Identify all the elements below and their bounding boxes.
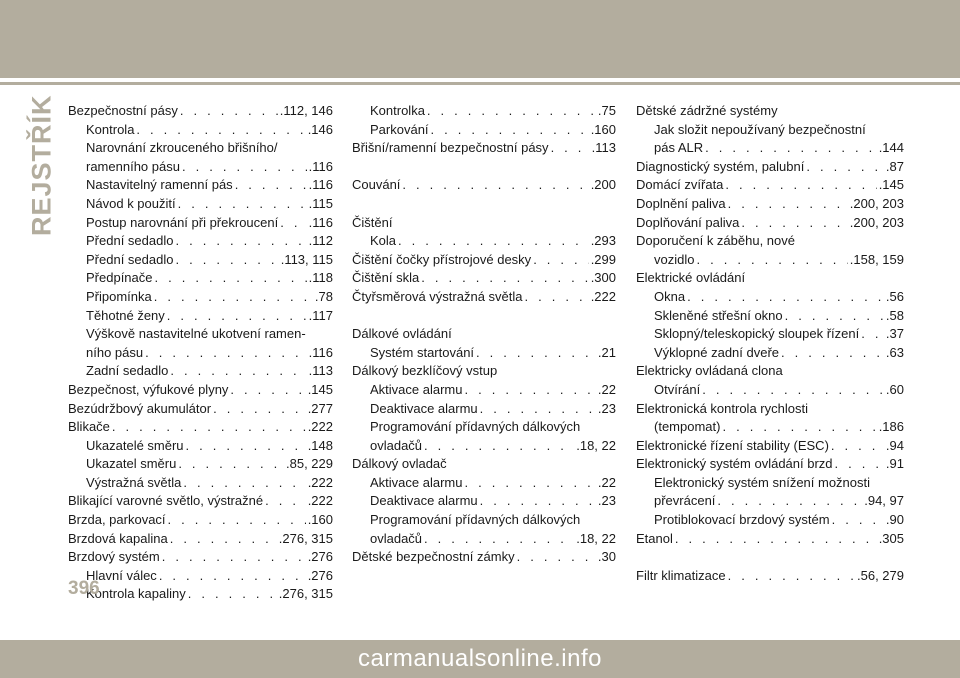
index-subentry bbox=[68, 307, 333, 326]
dot-leader bbox=[134, 121, 305, 140]
entry-label: Blikače bbox=[68, 419, 110, 435]
entry-pages: .186 bbox=[878, 419, 904, 435]
entry-pages: .160 bbox=[590, 121, 616, 137]
index-subentry bbox=[352, 400, 616, 419]
entry-label: Elektronický systém snížení možnosti bbox=[654, 474, 871, 490]
dot-leader bbox=[176, 455, 284, 474]
index-entry bbox=[352, 325, 616, 344]
index-subentry bbox=[68, 214, 333, 233]
index-entry bbox=[68, 492, 333, 511]
entry-label: Filtr klimatizace bbox=[636, 567, 726, 583]
entry-label: Brzda, parkovací bbox=[68, 512, 166, 528]
entry-label: Diagnostický systém, palubní bbox=[636, 158, 805, 174]
index-subentry bbox=[352, 530, 616, 549]
index-subentry bbox=[636, 381, 904, 400]
entry-pages: .75 bbox=[597, 103, 616, 118]
index-entry bbox=[68, 400, 333, 419]
index-subentry bbox=[68, 269, 333, 288]
dot-leader bbox=[726, 567, 855, 586]
entry-pages: .113 bbox=[591, 140, 616, 156]
entry-label: Výškově nastavitelné ukotvení ramen- bbox=[86, 326, 306, 342]
entry-pages: .200 bbox=[590, 177, 616, 193]
dot-leader bbox=[804, 158, 884, 177]
index-subentry bbox=[68, 474, 333, 493]
entry-label: Sklopný/teleskopický sloupek řízení bbox=[654, 326, 860, 342]
entry-pages: .87 bbox=[885, 158, 904, 174]
index-entry bbox=[68, 530, 333, 549]
index-entry bbox=[636, 214, 904, 233]
entry-pages: .115 bbox=[308, 195, 333, 211]
entry-label: Výstražná světla bbox=[86, 474, 182, 490]
index-entry bbox=[636, 102, 904, 121]
index-subentry bbox=[636, 474, 904, 493]
entry-label: Kontrola kapaliny bbox=[86, 586, 186, 602]
dot-leader bbox=[396, 232, 589, 251]
dot-leader bbox=[152, 288, 313, 307]
index-entry bbox=[68, 511, 333, 530]
entry-label: Elektronické řízení stability (ESC) bbox=[636, 437, 829, 453]
index-subentry bbox=[68, 176, 333, 195]
entry-label: Kontrolka bbox=[370, 103, 425, 118]
entry-pages: .118 bbox=[308, 270, 333, 286]
dot-leader bbox=[478, 492, 596, 511]
index-entry bbox=[636, 567, 904, 586]
dot-leader bbox=[859, 325, 884, 344]
entry-label: Couvání bbox=[352, 177, 401, 193]
index-entry bbox=[636, 400, 904, 419]
entry-label: Dálkový ovladač bbox=[352, 456, 447, 472]
dot-leader bbox=[263, 492, 306, 511]
entry-label: Připomínka bbox=[86, 288, 152, 304]
entry-pages: .222 bbox=[307, 493, 333, 509]
entry-spacer bbox=[636, 548, 904, 567]
dot-leader bbox=[157, 567, 306, 586]
dot-leader bbox=[186, 585, 277, 604]
entry-pages: .58 bbox=[885, 307, 904, 323]
entry-pages: .21 bbox=[597, 344, 616, 360]
entry-pages: .116 bbox=[308, 344, 333, 360]
entry-label: ramenního pásu bbox=[86, 158, 180, 174]
index-subentry bbox=[68, 288, 333, 307]
index-entry bbox=[636, 437, 904, 456]
entry-pages: .299 bbox=[590, 251, 616, 267]
entry-pages: .30 bbox=[597, 549, 616, 565]
index-subentry bbox=[636, 139, 904, 158]
index-entry bbox=[352, 176, 616, 195]
dot-leader bbox=[685, 288, 884, 307]
index-entry bbox=[352, 362, 616, 381]
entry-pages: .117 bbox=[308, 307, 333, 323]
dot-leader bbox=[673, 530, 877, 549]
index-subentry bbox=[636, 307, 904, 326]
entry-label: Přední sedadlo bbox=[86, 251, 174, 267]
index-subentry bbox=[68, 585, 333, 604]
entry-label: převrácení bbox=[654, 493, 716, 509]
dot-leader bbox=[549, 139, 590, 158]
index-subentry bbox=[352, 344, 616, 363]
index-subentry bbox=[352, 121, 616, 140]
entry-label: Brzdový systém bbox=[68, 549, 160, 565]
entry-pages: .18, 22 bbox=[576, 437, 616, 453]
entry-label: Hlavní válec bbox=[86, 567, 157, 583]
index-subentry bbox=[636, 325, 904, 344]
entry-label: Dálkové ovládání bbox=[352, 326, 452, 342]
index-subentry bbox=[352, 474, 616, 493]
entry-pages: .112, 146 bbox=[279, 103, 333, 118]
entry-pages: .112 bbox=[308, 233, 333, 249]
entry-label: (tempomat) bbox=[654, 419, 721, 435]
index-entry bbox=[68, 418, 333, 437]
entry-pages: .276 bbox=[307, 549, 333, 565]
dot-leader bbox=[474, 344, 596, 363]
entry-label: Aktivace alarmu bbox=[370, 381, 463, 397]
entry-label: Doplňování paliva bbox=[636, 214, 740, 230]
entry-pages: .145 bbox=[878, 177, 904, 193]
entry-pages: .277 bbox=[307, 400, 333, 416]
dot-leader bbox=[720, 418, 876, 437]
dot-leader bbox=[278, 214, 306, 233]
entry-pages: .293 bbox=[590, 233, 616, 249]
entry-pages: .56, 279 bbox=[857, 567, 904, 583]
index-subentry bbox=[352, 102, 616, 121]
entry-label: Elektrické ovládání bbox=[636, 270, 746, 286]
entry-pages: .160 bbox=[307, 512, 333, 528]
index-entry bbox=[636, 158, 904, 177]
entry-label: Dětské bezpečnostní zámky bbox=[352, 549, 515, 565]
entry-label: pás ALR bbox=[654, 140, 704, 156]
index-entry bbox=[68, 102, 333, 121]
entry-label: Deaktivace alarmu bbox=[370, 493, 478, 509]
index-entry bbox=[636, 195, 904, 214]
dot-leader bbox=[422, 530, 574, 549]
index-subentry bbox=[352, 381, 616, 400]
entry-pages: .113, 115 bbox=[280, 251, 333, 267]
section-title: REJSTŘÍK bbox=[26, 94, 57, 236]
entry-pages: .276 bbox=[307, 567, 333, 583]
entry-label: ovladačů bbox=[370, 437, 423, 453]
header-rule bbox=[0, 82, 960, 85]
dot-leader bbox=[233, 176, 307, 195]
entry-pages: .18, 22 bbox=[576, 530, 616, 546]
dot-leader bbox=[515, 548, 596, 567]
entry-pages: .200, 203 bbox=[849, 214, 904, 230]
dot-leader bbox=[833, 455, 884, 474]
index-subentry bbox=[68, 437, 333, 456]
dot-leader bbox=[478, 400, 596, 419]
entry-pages: .300 bbox=[590, 270, 616, 286]
entry-label: Výklopné zadní dveře bbox=[654, 344, 780, 360]
entry-label: Ukazatel směru bbox=[86, 456, 177, 472]
entry-pages: .22 bbox=[597, 474, 616, 490]
dot-leader bbox=[523, 288, 589, 307]
entry-label: Parkování bbox=[370, 121, 429, 137]
dot-leader bbox=[143, 344, 307, 363]
entry-pages: .63 bbox=[885, 344, 904, 360]
index-subentry bbox=[68, 121, 333, 140]
index-subentry bbox=[352, 511, 616, 530]
watermark: carmanualsonline.info bbox=[0, 640, 960, 678]
entry-label: Systém startování bbox=[370, 344, 475, 360]
entry-label: Blikající varovné světlo, výstražné bbox=[68, 493, 264, 509]
entry-spacer bbox=[352, 195, 616, 214]
entry-label: Čištění bbox=[352, 214, 393, 230]
dot-leader bbox=[462, 381, 595, 400]
entry-pages: .222 bbox=[307, 419, 333, 435]
entry-label: Zadní sedadlo bbox=[86, 363, 169, 379]
entry-label: Etanol bbox=[636, 530, 673, 546]
dot-leader bbox=[703, 139, 877, 158]
entry-pages: .276, 315 bbox=[278, 586, 333, 602]
dot-leader bbox=[168, 362, 306, 381]
index-entry bbox=[68, 548, 333, 567]
index-subentry bbox=[68, 139, 333, 158]
index-column-3 bbox=[636, 102, 904, 585]
index-entry bbox=[636, 269, 904, 288]
index-entry bbox=[636, 455, 904, 474]
entry-label: Dálkový bezklíčový vstup bbox=[352, 363, 498, 379]
entry-pages: .85, 229 bbox=[286, 456, 333, 472]
index-subentry bbox=[68, 232, 333, 251]
entry-label: Přední sedadlo bbox=[86, 233, 174, 249]
entry-pages: .23 bbox=[597, 493, 616, 509]
entry-label: ovladačů bbox=[370, 530, 423, 546]
entry-pages: .158, 159 bbox=[849, 251, 904, 267]
entry-pages: .94 bbox=[885, 437, 904, 453]
index-column-2 bbox=[352, 102, 616, 567]
index-entry bbox=[352, 214, 616, 233]
entry-label: vozidlo bbox=[654, 251, 695, 267]
index-subentry bbox=[68, 251, 333, 270]
entry-pages: .94, 97 bbox=[864, 493, 904, 509]
entry-label: Kola bbox=[370, 233, 397, 249]
entry-label: Břišní/ramenní bezpečnostní pásy bbox=[352, 140, 549, 156]
entry-label: Kontrola bbox=[86, 121, 135, 137]
dot-leader bbox=[715, 492, 862, 511]
dot-leader bbox=[228, 381, 305, 400]
entry-label: Protiblokovací brzdový systém bbox=[654, 512, 830, 528]
entry-label: Čištění skla bbox=[352, 270, 420, 286]
dot-leader bbox=[422, 437, 574, 456]
dot-leader bbox=[184, 437, 306, 456]
entry-spacer bbox=[352, 158, 616, 177]
dot-leader bbox=[173, 251, 278, 270]
entry-pages: .116 bbox=[308, 177, 333, 193]
entry-pages: .305 bbox=[878, 530, 904, 546]
dot-leader bbox=[723, 176, 876, 195]
index-subentry bbox=[68, 344, 333, 363]
index-subentry bbox=[636, 288, 904, 307]
dot-leader bbox=[419, 269, 588, 288]
entry-pages: .200, 203 bbox=[849, 195, 904, 211]
index-subentry bbox=[352, 418, 616, 437]
entry-label: Brzdová kapalina bbox=[68, 530, 168, 546]
index-entry bbox=[352, 139, 616, 158]
entry-pages: .113 bbox=[308, 363, 333, 379]
dot-leader bbox=[531, 251, 589, 270]
index-entry bbox=[636, 176, 904, 195]
entry-label: Programování přídavných dálkových bbox=[370, 419, 581, 435]
dot-leader bbox=[168, 530, 277, 549]
entry-pages: .23 bbox=[597, 400, 616, 416]
header-band bbox=[0, 0, 960, 78]
entry-pages: .222 bbox=[590, 288, 616, 304]
index-subentry bbox=[636, 251, 904, 270]
dot-leader bbox=[400, 176, 588, 195]
index-entry bbox=[68, 381, 333, 400]
entry-label: ního pásu bbox=[86, 344, 144, 360]
entry-label: Deaktivace alarmu bbox=[370, 400, 478, 416]
entry-pages: .222 bbox=[307, 474, 333, 490]
dot-leader bbox=[110, 418, 306, 437]
entry-pages: .90 bbox=[885, 512, 904, 528]
dot-leader bbox=[173, 232, 306, 251]
dot-leader bbox=[700, 381, 884, 400]
index-subentry bbox=[68, 567, 333, 586]
entry-label: Narovnání zkrouceného břišního/ bbox=[86, 140, 278, 156]
entry-label: Ukazatelé směru bbox=[86, 437, 184, 453]
index-entry bbox=[352, 548, 616, 567]
entry-label: Čtyřsměrová výstražná světla bbox=[352, 288, 523, 304]
entry-pages: .78 bbox=[314, 288, 333, 304]
index-entry bbox=[352, 269, 616, 288]
entry-label: Nastavitelný ramenní pás bbox=[86, 177, 233, 193]
entry-label: Předpínače bbox=[86, 270, 153, 286]
entry-label: Skleněné střešní okno bbox=[654, 307, 783, 323]
entry-label: Okna bbox=[654, 288, 686, 304]
index-subentry bbox=[68, 455, 333, 474]
dot-leader bbox=[462, 474, 595, 493]
entry-pages: .146 bbox=[307, 121, 333, 137]
dot-leader bbox=[178, 102, 278, 121]
entry-pages: .37 bbox=[885, 326, 904, 342]
entry-label: Bezúdržbový akumulátor bbox=[68, 400, 212, 416]
entry-label: Těhotné ženy bbox=[86, 307, 165, 323]
index-entry bbox=[636, 232, 904, 251]
index-entry bbox=[352, 251, 616, 270]
entry-label: Otvírání bbox=[654, 381, 701, 397]
page-number: 396 bbox=[68, 578, 100, 599]
entry-label: Elektronická kontrola rychlosti bbox=[636, 400, 808, 416]
dot-leader bbox=[176, 195, 307, 214]
index-subentry bbox=[68, 325, 333, 344]
dot-leader bbox=[166, 511, 306, 530]
entry-label: Čištění čočky přístrojové desky bbox=[352, 251, 532, 267]
dot-leader bbox=[726, 195, 848, 214]
entry-label: Doporučení k záběhu, nové bbox=[636, 233, 795, 249]
dot-leader bbox=[165, 307, 307, 326]
entry-label: Návod k použití bbox=[86, 195, 176, 211]
dot-leader bbox=[180, 158, 307, 177]
index-subentry bbox=[352, 437, 616, 456]
entry-pages: .116 bbox=[308, 158, 333, 174]
dot-leader bbox=[425, 102, 596, 121]
dot-leader bbox=[829, 437, 884, 456]
entry-pages: .56 bbox=[885, 288, 904, 304]
entry-label: Aktivace alarmu bbox=[370, 474, 463, 490]
entry-pages: .148 bbox=[307, 437, 333, 453]
index-subentry bbox=[636, 344, 904, 363]
index-subentry bbox=[636, 121, 904, 140]
entry-pages: .276, 315 bbox=[278, 530, 333, 546]
dot-leader bbox=[429, 121, 589, 140]
entry-pages: .60 bbox=[885, 381, 904, 397]
index-subentry bbox=[68, 158, 333, 177]
entry-label: Doplnění paliva bbox=[636, 195, 726, 211]
entry-label: Postup narovnání při překroucení bbox=[86, 214, 279, 230]
index-subentry bbox=[68, 195, 333, 214]
index-subentry bbox=[636, 418, 904, 437]
entry-label: Programování přídavných dálkových bbox=[370, 512, 581, 528]
index-subentry bbox=[68, 362, 333, 381]
index-subentry bbox=[352, 232, 616, 251]
index-subentry bbox=[636, 511, 904, 530]
entry-label: Elektricky ovládaná clona bbox=[636, 363, 783, 379]
index-entry bbox=[636, 362, 904, 381]
dot-leader bbox=[779, 344, 884, 363]
dot-leader bbox=[181, 474, 305, 493]
index-column-1 bbox=[68, 102, 333, 604]
entry-pages: .22 bbox=[597, 381, 616, 397]
entry-label: Dětské zádržné systémy bbox=[636, 103, 778, 118]
entry-label: Elektronický systém ovládání brzd bbox=[636, 456, 833, 472]
dot-leader bbox=[783, 307, 884, 326]
entry-label: Bezpečnostní pásy bbox=[68, 103, 178, 118]
dot-leader bbox=[739, 214, 847, 233]
index-entry bbox=[636, 530, 904, 549]
dot-leader bbox=[153, 269, 307, 288]
dot-leader bbox=[830, 511, 884, 530]
dot-leader bbox=[211, 400, 306, 419]
dot-leader bbox=[694, 251, 847, 270]
entry-label: Bezpečnost, výfukové plyny bbox=[68, 381, 229, 397]
index-entry bbox=[352, 455, 616, 474]
entry-pages: .91 bbox=[885, 456, 904, 472]
index-subentry bbox=[352, 492, 616, 511]
entry-pages: .145 bbox=[307, 381, 333, 397]
index-subentry bbox=[636, 492, 904, 511]
entry-label: Domácí zvířata bbox=[636, 177, 724, 193]
index-entry bbox=[352, 288, 616, 307]
entry-pages: .144 bbox=[878, 140, 904, 156]
entry-pages: .116 bbox=[308, 214, 333, 230]
entry-spacer bbox=[352, 307, 616, 326]
entry-label: Jak složit nepoužívaný bezpečnostní bbox=[654, 121, 866, 137]
dot-leader bbox=[160, 548, 306, 567]
